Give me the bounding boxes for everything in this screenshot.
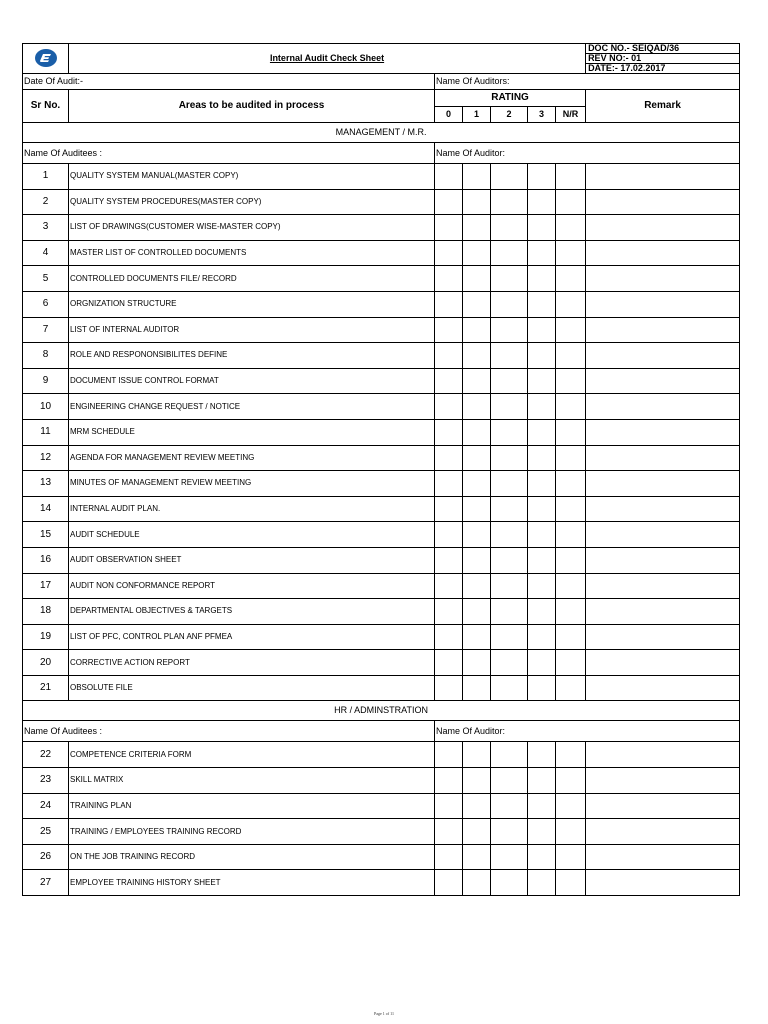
sr-no-cell: 1: [23, 164, 69, 190]
table-row: [23, 547, 740, 573]
table-row: [23, 819, 740, 845]
remark-cell[interactable]: [586, 291, 740, 317]
table-row: [23, 215, 740, 241]
rating-2-cell[interactable]: [491, 650, 528, 676]
table-row: [23, 240, 740, 266]
rating-nr-cell[interactable]: [556, 164, 586, 190]
sr-no-cell: 10: [23, 394, 69, 420]
rating-2-cell[interactable]: [491, 368, 528, 394]
rating-2-cell[interactable]: [491, 768, 528, 794]
rating-nr-cell[interactable]: [556, 547, 586, 573]
rating-1-cell[interactable]: [463, 496, 491, 522]
rating-1-cell[interactable]: [463, 419, 491, 445]
date-of-audit-field[interactable]: Date Of Audit:-: [23, 74, 435, 90]
rating-3-cell[interactable]: [528, 870, 556, 896]
audit-area-cell: DOCUMENT ISSUE CONTROL FORMAT: [69, 368, 435, 394]
rating-0-cell[interactable]: [435, 742, 463, 768]
rating-3-cell[interactable]: [528, 793, 556, 819]
rating-0-cell[interactable]: [435, 394, 463, 420]
rating-2-cell[interactable]: [491, 819, 528, 845]
rating-nr-cell[interactable]: [556, 768, 586, 794]
audit-area-cell: QUALITY SYSTEM PROCEDURES(MASTER COPY): [69, 189, 435, 215]
rating-3-cell[interactable]: [528, 573, 556, 599]
rating-0-cell[interactable]: [435, 573, 463, 599]
doc-date: DATE:- 17.02.2017: [586, 64, 740, 74]
name-of-auditees-field[interactable]: Name Of Auditees :: [23, 143, 435, 164]
rating-3-cell[interactable]: [528, 650, 556, 676]
rating-1-cell[interactable]: [463, 599, 491, 625]
remark-cell[interactable]: [586, 522, 740, 548]
rating-3-cell[interactable]: [528, 624, 556, 650]
sr-no-cell: 22: [23, 742, 69, 768]
audit-area-cell: AUDIT NON CONFORMANCE REPORT: [69, 573, 435, 599]
rating-3-cell[interactable]: [528, 599, 556, 625]
page-title: Internal Audit Check Sheet: [69, 44, 586, 74]
remark-cell[interactable]: [586, 819, 740, 845]
rating-2-cell[interactable]: [491, 522, 528, 548]
rating-2-cell[interactable]: [491, 675, 528, 701]
remark-header: Remark: [586, 90, 740, 123]
sr-no-cell: 27: [23, 870, 69, 896]
table-row: [23, 291, 740, 317]
rating-0-cell[interactable]: [435, 471, 463, 497]
rating-2-cell[interactable]: [491, 291, 528, 317]
rating-nr-cell[interactable]: [556, 793, 586, 819]
remark-cell[interactable]: [586, 368, 740, 394]
audit-area-cell: DEPARTMENTAL OBJECTIVES & TARGETS: [69, 599, 435, 625]
rating-3-cell[interactable]: [528, 343, 556, 369]
table-row: [23, 445, 740, 471]
rating-2-cell[interactable]: [491, 317, 528, 343]
rev-number: REV NO:- 01: [586, 54, 740, 64]
rating-1-cell[interactable]: [463, 819, 491, 845]
sr-no-cell: 2: [23, 189, 69, 215]
audit-area-cell: MASTER LIST OF CONTROLLED DOCUMENTS: [69, 240, 435, 266]
rating-3-cell[interactable]: [528, 675, 556, 701]
rating-nr-cell[interactable]: [556, 394, 586, 420]
rating-nr-cell[interactable]: [556, 573, 586, 599]
remark-cell[interactable]: [586, 317, 740, 343]
table-row: [23, 343, 740, 369]
remark-cell[interactable]: [586, 675, 740, 701]
rating-1-cell[interactable]: [463, 624, 491, 650]
rating-1-cell[interactable]: [463, 317, 491, 343]
sr-no-cell: 6: [23, 291, 69, 317]
rating-0-cell[interactable]: [435, 164, 463, 190]
audit-area-cell: LIST OF INTERNAL AUDITOR: [69, 317, 435, 343]
name-of-auditor-field[interactable]: Name Of Auditor:: [435, 721, 740, 742]
rating-0-cell[interactable]: [435, 240, 463, 266]
rating-3-cell[interactable]: [528, 189, 556, 215]
rating-2-cell[interactable]: [491, 419, 528, 445]
rating-3-cell[interactable]: [528, 522, 556, 548]
rating-2-cell[interactable]: [491, 599, 528, 625]
sr-no-cell: 5: [23, 266, 69, 292]
rating-nr-cell[interactable]: [556, 650, 586, 676]
audit-area-cell: AGENDA FOR MANAGEMENT REVIEW MEETING: [69, 445, 435, 471]
table-row: [23, 522, 740, 548]
rating-nr-header: N/R: [556, 107, 586, 123]
table-row: [23, 793, 740, 819]
audit-area-cell: ENGINEERING CHANGE REQUEST / NOTICE: [69, 394, 435, 420]
remark-cell[interactable]: [586, 870, 740, 896]
table-row: [23, 675, 740, 701]
rating-1-cell[interactable]: [463, 742, 491, 768]
table-row: [23, 496, 740, 522]
rating-2-cell[interactable]: [491, 343, 528, 369]
rating-0-cell[interactable]: [435, 844, 463, 870]
rating-1-cell[interactable]: [463, 675, 491, 701]
rating-0-cell[interactable]: [435, 819, 463, 845]
remark-cell[interactable]: [586, 240, 740, 266]
rating-0-cell[interactable]: [435, 768, 463, 794]
rating-nr-cell[interactable]: [556, 624, 586, 650]
audit-check-sheet: [22, 43, 740, 896]
rating-1-cell[interactable]: [463, 445, 491, 471]
audit-area-cell: QUALITY SYSTEM MANUAL(MASTER COPY): [69, 164, 435, 190]
rating-2-cell[interactable]: [491, 496, 528, 522]
sr-no-cell: 11: [23, 419, 69, 445]
rating-3-cell[interactable]: [528, 471, 556, 497]
rating-3-cell[interactable]: [528, 742, 556, 768]
rating-0-cell[interactable]: [435, 650, 463, 676]
table-row: [23, 471, 740, 497]
rating-nr-cell[interactable]: [556, 522, 586, 548]
table-row: [23, 317, 740, 343]
table-row: [23, 742, 740, 768]
rating-1-cell[interactable]: [463, 573, 491, 599]
table-row: [23, 844, 740, 870]
audit-area-cell: SKILL MATRIX: [69, 768, 435, 794]
remark-cell[interactable]: [586, 599, 740, 625]
sr-no-cell: 24: [23, 793, 69, 819]
table-row: [23, 266, 740, 292]
rating-0-cell[interactable]: [435, 368, 463, 394]
section-title: MANAGEMENT / M.R.: [23, 123, 740, 143]
rating-nr-cell[interactable]: [556, 742, 586, 768]
rating-nr-cell[interactable]: [556, 317, 586, 343]
sr-no-cell: 9: [23, 368, 69, 394]
name-of-auditors-field[interactable]: Name Of Auditors:: [435, 74, 740, 90]
rating-3-cell[interactable]: [528, 164, 556, 190]
sr-no-cell: 14: [23, 496, 69, 522]
rating-1-cell[interactable]: [463, 189, 491, 215]
rating-3-cell[interactable]: [528, 266, 556, 292]
rating-2-cell[interactable]: [491, 215, 528, 241]
rating-1-cell[interactable]: [463, 368, 491, 394]
rating-3-cell[interactable]: [528, 445, 556, 471]
sr-no-header: Sr No.: [23, 90, 69, 123]
rating-nr-cell[interactable]: [556, 870, 586, 896]
sr-no-cell: 4: [23, 240, 69, 266]
remark-cell[interactable]: [586, 650, 740, 676]
sr-no-cell: 13: [23, 471, 69, 497]
audit-area-cell: TRAINING PLAN: [69, 793, 435, 819]
sr-no-cell: 18: [23, 599, 69, 625]
rating-2-cell[interactable]: [491, 471, 528, 497]
sr-no-cell: 19: [23, 624, 69, 650]
company-logo: [23, 44, 69, 74]
sr-no-cell: 12: [23, 445, 69, 471]
rating-0-cell[interactable]: [435, 675, 463, 701]
table-row: [23, 419, 740, 445]
audit-area-cell: CONTROLLED DOCUMENTS FILE/ RECORD: [69, 266, 435, 292]
rating-1-cell[interactable]: [463, 215, 491, 241]
rating-3-cell[interactable]: [528, 240, 556, 266]
rating-3-cell[interactable]: [528, 394, 556, 420]
audit-area-cell: AUDIT OBSERVATION SHEET: [69, 547, 435, 573]
audit-area-cell: COMPETENCE CRITERIA FORM: [69, 742, 435, 768]
remark-cell[interactable]: [586, 496, 740, 522]
rating-1-cell[interactable]: [463, 650, 491, 676]
table-row: [23, 189, 740, 215]
rating-3-cell[interactable]: [528, 547, 556, 573]
table-row: [23, 650, 740, 676]
rating-nr-cell[interactable]: [556, 266, 586, 292]
rating-1-cell[interactable]: [463, 343, 491, 369]
sr-no-cell: 15: [23, 522, 69, 548]
rating-header: RATING: [435, 90, 586, 107]
rating-nr-cell[interactable]: [556, 419, 586, 445]
table-row: [23, 768, 740, 794]
rating-1-cell[interactable]: [463, 394, 491, 420]
rating-nr-cell[interactable]: [556, 675, 586, 701]
rating-3-cell[interactable]: [528, 317, 556, 343]
audit-area-cell: CORRECTIVE ACTION REPORT: [69, 650, 435, 676]
rating-3-cell[interactable]: [528, 368, 556, 394]
remark-cell[interactable]: [586, 471, 740, 497]
rating-3-cell[interactable]: [528, 419, 556, 445]
rating-1-cell[interactable]: [463, 844, 491, 870]
table-row: [23, 870, 740, 896]
rating-nr-cell[interactable]: [556, 819, 586, 845]
audit-area-cell: AUDIT SCHEDULE: [69, 522, 435, 548]
rating-0-header: 0: [435, 107, 463, 123]
audit-area-cell: MINUTES OF MANAGEMENT REVIEW MEETING: [69, 471, 435, 497]
table-row: [23, 368, 740, 394]
sr-no-cell: 7: [23, 317, 69, 343]
rating-nr-cell[interactable]: [556, 368, 586, 394]
audit-area-cell: EMPLOYEE TRAINING HISTORY SHEET: [69, 870, 435, 896]
audit-area-cell: LIST OF PFC, CONTROL PLAN ANF PFMEA: [69, 624, 435, 650]
rating-1-header: 1: [463, 107, 491, 123]
rating-1-cell[interactable]: [463, 768, 491, 794]
table-row: [23, 164, 740, 190]
audit-area-cell: INTERNAL AUDIT PLAN.: [69, 496, 435, 522]
rating-0-cell[interactable]: [435, 189, 463, 215]
audit-area-cell: LIST OF DRAWINGS(CUSTOMER WISE-MASTER COPY): [69, 215, 435, 241]
rating-nr-cell[interactable]: [556, 471, 586, 497]
rating-2-cell[interactable]: [491, 742, 528, 768]
rating-0-cell[interactable]: [435, 496, 463, 522]
table-row: [23, 394, 740, 420]
rating-2-cell[interactable]: [491, 266, 528, 292]
audit-area-cell: TRAINING / EMPLOYEES TRAINING RECORD: [69, 819, 435, 845]
rating-2-cell[interactable]: [491, 844, 528, 870]
audit-area-cell: MRM SCHEDULE: [69, 419, 435, 445]
rating-0-cell[interactable]: [435, 793, 463, 819]
rating-2-cell[interactable]: [491, 445, 528, 471]
section-title: HR / ADMINSTRATION: [23, 701, 740, 721]
rating-0-cell[interactable]: [435, 291, 463, 317]
audit-area-cell: ORGNIZATION STRUCTURE: [69, 291, 435, 317]
audit-area-cell: ON THE JOB TRAINING RECORD: [69, 844, 435, 870]
remark-cell[interactable]: [586, 547, 740, 573]
rating-2-cell[interactable]: [491, 164, 528, 190]
rating-2-header: 2: [491, 107, 528, 123]
rating-1-cell[interactable]: [463, 471, 491, 497]
rating-0-cell[interactable]: [435, 215, 463, 241]
rating-0-cell[interactable]: [435, 419, 463, 445]
sr-no-cell: 21: [23, 675, 69, 701]
rating-1-cell[interactable]: [463, 547, 491, 573]
remark-cell[interactable]: [586, 189, 740, 215]
rating-3-cell[interactable]: [528, 496, 556, 522]
remark-cell[interactable]: [586, 164, 740, 190]
remark-cell[interactable]: [586, 624, 740, 650]
rating-3-header: 3: [528, 107, 556, 123]
remark-cell[interactable]: [586, 793, 740, 819]
remark-cell[interactable]: [586, 573, 740, 599]
sr-no-cell: 20: [23, 650, 69, 676]
remark-cell[interactable]: [586, 844, 740, 870]
rating-1-cell[interactable]: [463, 870, 491, 896]
logo-icon: [34, 48, 58, 68]
rating-0-cell[interactable]: [435, 343, 463, 369]
sr-no-cell: 25: [23, 819, 69, 845]
rating-0-cell[interactable]: [435, 445, 463, 471]
table-row: [23, 624, 740, 650]
rating-2-cell[interactable]: [491, 189, 528, 215]
rating-nr-cell[interactable]: [556, 215, 586, 241]
rating-0-cell[interactable]: [435, 870, 463, 896]
rating-3-cell[interactable]: [528, 844, 556, 870]
rating-0-cell[interactable]: [435, 266, 463, 292]
sr-no-cell: 17: [23, 573, 69, 599]
rating-nr-cell[interactable]: [556, 844, 586, 870]
rating-2-cell[interactable]: [491, 870, 528, 896]
sr-no-cell: 23: [23, 768, 69, 794]
audit-area-cell: ROLE AND RESPONONSIBILITES DEFINE: [69, 343, 435, 369]
remark-cell[interactable]: [586, 742, 740, 768]
remark-cell[interactable]: [586, 419, 740, 445]
rating-2-cell[interactable]: [491, 573, 528, 599]
name-of-auditees-field[interactable]: Name Of Auditees :: [23, 721, 435, 742]
rating-nr-cell[interactable]: [556, 343, 586, 369]
rating-2-cell[interactable]: [491, 240, 528, 266]
name-of-auditor-field[interactable]: Name Of Auditor:: [435, 143, 740, 164]
rating-nr-cell[interactable]: [556, 496, 586, 522]
page-footer: Page 1 of 11: [374, 1011, 394, 1016]
remark-cell[interactable]: [586, 768, 740, 794]
rating-1-cell[interactable]: [463, 164, 491, 190]
remark-cell[interactable]: [586, 215, 740, 241]
sr-no-cell: 8: [23, 343, 69, 369]
rating-3-cell[interactable]: [528, 291, 556, 317]
rating-3-cell[interactable]: [528, 768, 556, 794]
rating-2-cell[interactable]: [491, 624, 528, 650]
rating-nr-cell[interactable]: [556, 240, 586, 266]
remark-cell[interactable]: [586, 445, 740, 471]
rating-nr-cell[interactable]: [556, 189, 586, 215]
rating-3-cell[interactable]: [528, 819, 556, 845]
rating-0-cell[interactable]: [435, 599, 463, 625]
rating-nr-cell[interactable]: [556, 599, 586, 625]
table-row: [23, 573, 740, 599]
remark-cell[interactable]: [586, 343, 740, 369]
rating-nr-cell[interactable]: [556, 291, 586, 317]
rating-0-cell[interactable]: [435, 547, 463, 573]
rating-0-cell[interactable]: [435, 624, 463, 650]
rating-1-cell[interactable]: [463, 793, 491, 819]
rating-2-cell[interactable]: [491, 394, 528, 420]
areas-header: Areas to be audited in process: [69, 90, 435, 123]
sr-no-cell: 16: [23, 547, 69, 573]
rating-1-cell[interactable]: [463, 291, 491, 317]
rating-1-cell[interactable]: [463, 522, 491, 548]
remark-cell[interactable]: [586, 266, 740, 292]
doc-number: DOC NO.- SEIQAD/36: [586, 44, 740, 54]
rating-2-cell[interactable]: [491, 793, 528, 819]
audit-area-cell: OBSOLUTE FILE: [69, 675, 435, 701]
sr-no-cell: 3: [23, 215, 69, 241]
rating-1-cell[interactable]: [463, 240, 491, 266]
rating-3-cell[interactable]: [528, 215, 556, 241]
rating-0-cell[interactable]: [435, 522, 463, 548]
remark-cell[interactable]: [586, 394, 740, 420]
rating-1-cell[interactable]: [463, 266, 491, 292]
sr-no-cell: 26: [23, 844, 69, 870]
table-row: [23, 599, 740, 625]
rating-nr-cell[interactable]: [556, 445, 586, 471]
rating-0-cell[interactable]: [435, 317, 463, 343]
rating-2-cell[interactable]: [491, 547, 528, 573]
